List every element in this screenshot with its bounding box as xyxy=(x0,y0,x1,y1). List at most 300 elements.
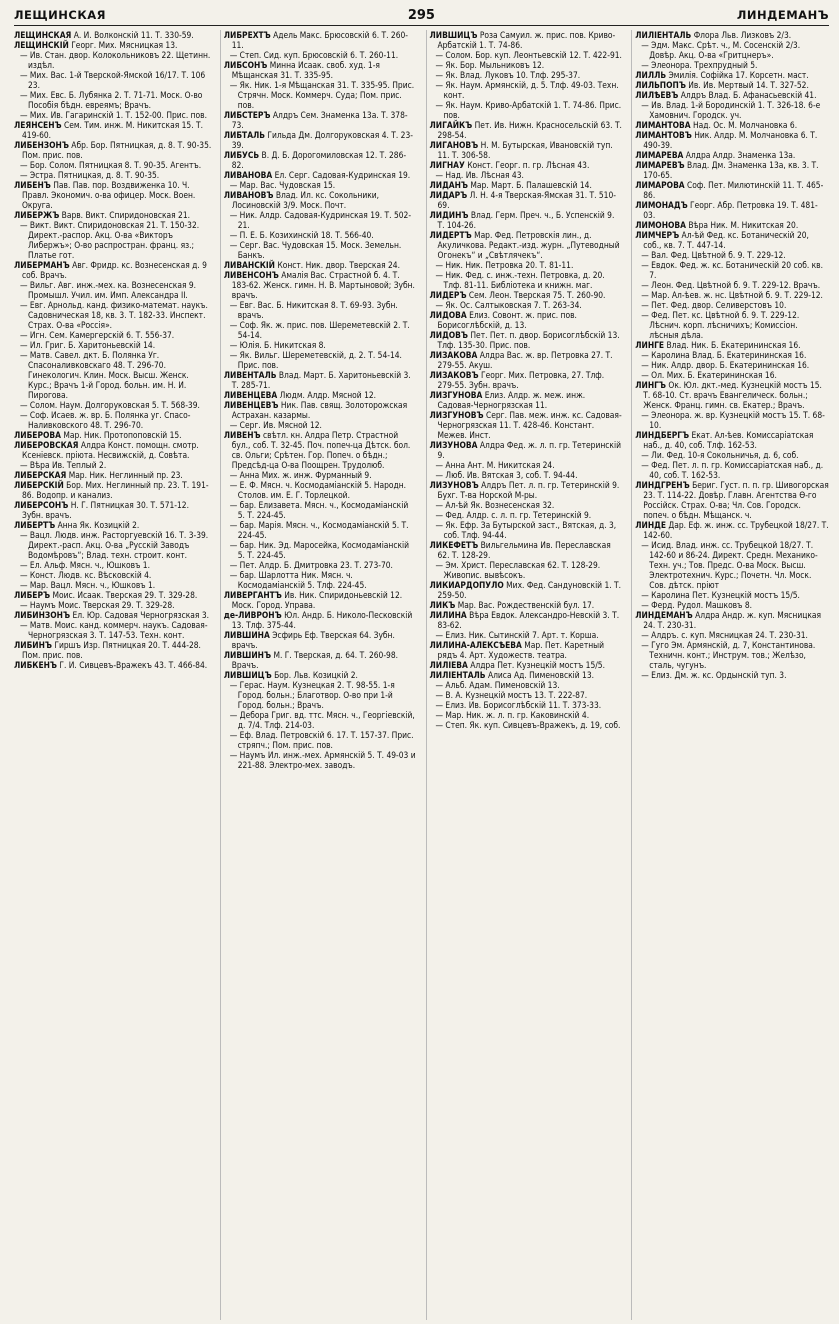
entry-surname: ЛИМАРЕВЪ xyxy=(635,160,685,170)
entry-details: Минна Исаак. своб. худ. 1-я Мѣщанская 31. Т. 335-95. xyxy=(231,60,380,80)
entry-surname: ЛИБЕРОВСКАЯ xyxy=(14,440,79,450)
directory-entry xyxy=(430,520,624,540)
directory-entry xyxy=(635,310,829,340)
directory-entry xyxy=(224,240,418,260)
entry-details: Бор. Мих. Неглинный пр. 23. Т. 191-86. Водопр. и канализ. xyxy=(22,480,209,500)
entry-details: — Серг. Вас. Чудовская 15. Моск. Земельн. Банкъ. xyxy=(229,240,402,260)
entry-details: Мар. Фед. Петровскія лин., д. Акуличкова. Редакт.-изд. журн. „Путеводный Огонекъ“ и „Свѣтлячекъ“. xyxy=(437,230,620,260)
entry-details: — Як. Бор. Мыльниковъ 12. xyxy=(435,60,545,70)
entry-surname: ЛИБКЕНЪ xyxy=(14,660,57,670)
column-3 xyxy=(426,30,624,1320)
directory-entry xyxy=(14,590,212,600)
directory-entry xyxy=(430,700,624,710)
directory-entry xyxy=(224,390,418,400)
entry-details: Алдръ Пет. л. п. гр. Тетеринскій 9. Бухг. Т-ва Норской М-ры. xyxy=(437,480,620,500)
entry-details: Адель Макс. Брюсовскій 6. Т. 260-11. xyxy=(231,30,409,50)
directory-entry xyxy=(224,570,418,590)
directory-columns xyxy=(14,30,829,1320)
entry-details: — Дебора Григ. вд. ттс. Мясн. ч., Георгіевскій, д. 7/4. Тлф. 214-03. xyxy=(229,710,415,730)
directory-entry xyxy=(635,630,829,640)
directory-entry xyxy=(635,40,829,60)
directory-entry xyxy=(14,570,212,580)
entry-details: — Елиз. Ив. Борисоглѣбскій 11. Т. 373-33. xyxy=(435,700,602,710)
entry-details: — Ник. Ник. Петровка 20. Т. 81-11. xyxy=(435,260,574,270)
page-number: 295 xyxy=(407,8,435,23)
entry-details: Влад. Дм. Знаменка 13а, кв. 3. Т. 170-65. xyxy=(643,160,819,180)
entry-details: — Фед. Пет. кс. Цвѣтной б. 9. Т. 229-12. Лѣснич. корп. лѣсничихъ; Комиссіон. лѣсныя дѣла. xyxy=(641,310,800,340)
directory-entry xyxy=(430,60,624,70)
directory-entry xyxy=(14,180,212,210)
entry-details: — Элеонора. Трехпрудный 5. xyxy=(641,60,758,70)
entry-details: — Ив. Стан. двор. Колокольниковъ 22. Щетинн. издѣл. xyxy=(20,50,211,70)
entry-details: — Юлія. Б. Никитская 8. xyxy=(229,340,326,350)
entry-details: — бар. Елизавета. Мясн. ч., Космодаміанскій 5. Т. 224-45. xyxy=(229,500,409,520)
entry-surname: ЛИБИНЗОНЪ xyxy=(14,610,71,620)
entry-details: Бор. Льв. Козицкій 2. xyxy=(271,670,358,680)
entry-surname: ЛИБИНЪ xyxy=(14,640,52,650)
entry-details: Ив. Ник. Спиридоньевскій 12. Моск. Город. Управа. xyxy=(231,590,403,610)
directory-entry xyxy=(430,370,624,390)
directory-entry xyxy=(430,330,624,350)
entry-surname: ЛИМОНОВА xyxy=(635,220,686,230)
page-header xyxy=(14,8,829,26)
entry-details: — Соф. Як. ж. прис. пов. Шереметевскій 2. Т. 54-14. xyxy=(229,320,410,340)
directory-entry xyxy=(224,130,418,150)
directory-entry xyxy=(635,100,829,120)
directory-entry xyxy=(635,380,829,410)
entry-details: Алдръ Влад. Б. Афанасьевскій 41. xyxy=(678,90,817,100)
entry-surname: ЛИЗГУНОВЪ xyxy=(429,410,484,420)
entry-details: — Елиз. Дм. ж. кс. Ордынскій туп. 3. xyxy=(641,670,787,680)
entry-surname: ЛИМАНТОВЪ xyxy=(635,130,692,140)
directory-entry xyxy=(14,600,212,610)
entry-details: Георг. Абр. Петровка 19. Т. 481-03. xyxy=(643,200,818,220)
directory-entry xyxy=(635,130,829,150)
directory-entry xyxy=(430,560,624,580)
directory-entry xyxy=(430,500,624,510)
entry-details: — Вал. Фед. Цвѣтной б. 9. Т. 229-12. xyxy=(641,250,786,260)
directory-entry xyxy=(635,200,829,220)
directory-entry xyxy=(635,230,829,250)
entry-surname: ЛИДАРЪ xyxy=(429,190,468,200)
entry-surname: ЛИНДЕ xyxy=(635,520,666,530)
entry-surname: ЛИМАРЕВА xyxy=(635,150,684,160)
entry-surname: ЛИЛІЕВА xyxy=(429,660,468,670)
entry-details: Влад. Герм. Преч. ч., Б. Успенскій 9. Т. 104-26. xyxy=(437,210,615,230)
entry-details: Вѣра Евдок. Александро-Невскій 3. Т. 83-62. xyxy=(437,610,620,630)
entry-details: Абр. Бор. Пятницкая, д. 8. Т. 90-35. Пом. прис. пов. xyxy=(22,140,212,160)
directory-entry xyxy=(430,470,624,480)
entry-surname: ЛИДОВА xyxy=(429,310,467,320)
directory-entry xyxy=(224,80,418,110)
entry-details: — Ел. Альф. Мясн. ч., Юшковъ 1. xyxy=(20,560,150,570)
entry-details: — Вацл. Людв. инж. Расторгуевскій 16. Т. 3-39. Директ.-расп. Акц. О-ва „Русскій Заводъ Водомѣровъ“; Влад. техн. строит. конт. xyxy=(20,530,209,560)
entry-details: — Гуго Эм. Армянскій, д. 7, Константинова. Техничн. конт.; Инструм. тов.; Желѣзо, сталь, чугунъ. xyxy=(641,640,816,670)
directory-entry xyxy=(635,610,829,630)
directory-entry xyxy=(14,610,212,620)
entry-surname: ЛИВЕНЪ xyxy=(223,430,261,440)
directory-entry xyxy=(635,80,829,90)
directory-entry xyxy=(430,540,624,560)
directory-entry xyxy=(14,460,212,470)
entry-details: Алдра Алдр. Знаменка 13а. xyxy=(683,150,796,160)
directory-entry xyxy=(14,330,212,340)
directory-entry xyxy=(14,90,212,110)
directory-entry xyxy=(14,220,212,260)
directory-entry xyxy=(14,350,212,400)
entry-details: — Каролина Влад. Б. Екатерининская 16. xyxy=(641,350,807,360)
directory-entry xyxy=(14,530,212,560)
entry-surname: ЛИВАНОВА xyxy=(223,170,273,180)
entry-details: Алдра Конст. помощн. смотр. Ксеніевск. пріюта. Несвижскій, д. Совѣта. xyxy=(22,440,199,460)
entry-details: Анна Як. Козицкій 2. xyxy=(55,520,140,530)
entry-details: — Серг. Ив. Мясной 12. xyxy=(229,420,322,430)
entry-surname: ЛИВЕНТАЛЬ xyxy=(223,370,277,380)
directory-entry xyxy=(635,360,829,370)
entry-surname: ЛИБЕРОВА xyxy=(14,430,61,440)
header-left-word: ЛЕЩИНСКАЯ xyxy=(14,8,106,22)
entry-details: — Е. Ф. Мясн. ч. Космодаміанскій 5. Народн. Столов. им. Е. Г. Торлецкой. xyxy=(229,480,407,500)
directory-entry xyxy=(430,210,624,230)
directory-entry xyxy=(224,50,418,60)
entry-surname: ЛИВШИЦЪ xyxy=(429,30,478,40)
directory-entry xyxy=(430,100,624,120)
entry-surname: ЛИНДЕМАНЪ xyxy=(635,610,693,620)
directory-entry xyxy=(430,350,624,370)
entry-details: — Леон. Фед. Цвѣтной б. 9. Т. 229-12. Врачъ. xyxy=(641,280,821,290)
entry-surname: ЛИЗГУНОВА xyxy=(429,390,483,400)
entry-details: Ив. Ив. Мертвый 14. Т. 327-52. xyxy=(685,80,809,90)
directory-entry xyxy=(14,400,212,410)
entry-surname: ЛИЛІЕНТАЛЬ xyxy=(635,30,692,40)
entry-details: Роза Самуил. ж. прис. пов. Криво-Арбатскій 1. Т. 74-86. xyxy=(437,30,616,50)
entry-details: — Вильг. Авг. инж.-мех. ка. Вознесенская 9. Промышл. Учил. им. Имп. Александра II. xyxy=(20,280,197,300)
entry-surname: ЛИДЕРТЪ xyxy=(429,230,472,240)
directory-entry xyxy=(635,670,829,680)
entry-details: Елиз. Совонт. ж. прис. пов. Борисоглѣбскій, д. 13. xyxy=(437,310,577,330)
directory-entry xyxy=(430,640,624,660)
entry-surname: ЛИМАНТОВА xyxy=(635,120,691,130)
directory-entry xyxy=(635,460,829,480)
entry-surname: ЛИВЕРГАНТЪ xyxy=(223,590,282,600)
entry-details: Ал-ѣй Фед. кс. Ботаническій 20, соб., кв. 7. Т. 447-14. xyxy=(643,230,809,250)
entry-details: — Матв. Савел. дкт. Б. Полянка Уг. Спасоналивковскаго 48. Т. 296-70. Гинекологич. Клин. Моск. Высш. Женск. Курс.; Врачъ 1-й Город. больн. им. Н. И. Пирогова. xyxy=(20,350,189,400)
directory-entry xyxy=(14,430,212,440)
directory-entry xyxy=(430,680,624,690)
entry-details: — Люб. Ив. Вятская 3, соб. Т. 94-44. xyxy=(435,470,578,480)
entry-details: Сем. Леон. Тверская 75. Т. 260-90. xyxy=(466,290,606,300)
entry-surname: ЛИНДГРЕНЪ xyxy=(635,480,690,490)
directory-entry xyxy=(224,110,418,130)
entry-details: Н. М. Бутырская, Ивановскій туп. 11. Т. 306-58. xyxy=(437,140,613,160)
directory-entry xyxy=(430,600,624,610)
entry-details: Пет. Пет. п. двор. Борисоглѣбскій 13. Тлф. 135-30. Прис. пов. xyxy=(437,330,620,350)
entry-details: — Ник. Фед. с. инж.-техн. Петровка, д. 20. Тлф. 81-11. Библіотека и книжн. маг. xyxy=(435,270,605,290)
entry-details: — Эдм. Макс. Срѣт. ч., М. Сосенскій 2/3. Довѣр. Акц. О-ва «Гритцнеръ». xyxy=(641,40,801,60)
entry-details: Ел. Серг. Садовая-Кудринская 19. xyxy=(272,170,411,180)
directory-entry xyxy=(224,520,418,540)
directory-entry xyxy=(430,230,624,260)
directory-entry xyxy=(430,310,624,330)
entry-surname: ЛИЛѢЕВЪ xyxy=(635,90,679,100)
entry-details: — П. Е. Б. Козихинскій 18. Т. 566-40. xyxy=(229,230,374,240)
entry-surname: де-ЛИВРОНЪ xyxy=(223,610,282,620)
directory-entry xyxy=(14,260,212,280)
entry-details: — Степ. Сид. куп. Брюсовскій 6. Т. 260-11. xyxy=(229,50,399,60)
entry-details: — Мар. Ник. ж. л. п. гр. Каковинскій 4. xyxy=(435,710,590,720)
entry-details: Ник. Алдр. М. Молчановка 6. Т. 490-39. xyxy=(643,130,818,150)
directory-entry xyxy=(430,710,624,720)
directory-entry xyxy=(635,60,829,70)
entry-details: свѣтл. кн. Алдра Петр. Страстной бул., соб. Т. 32-45. Поч. попеч-ца Дѣтск. бол. св. Ольги; Срѣтен. Гор. Попеч. о бѣдн.; Предсѣд-ца О-ва Поощрен. Трудолюб. xyxy=(231,430,411,470)
entry-details: — Евдок. Фед. ж. кс. Ботаническій 20 соб. кв. 7. xyxy=(641,260,824,280)
entry-surname: ЛИМЧЕРЪ xyxy=(635,230,680,240)
directory-entry xyxy=(14,340,212,350)
entry-details: Мар. Март. Б. Палашевскій 14. xyxy=(468,180,592,190)
directory-entry xyxy=(14,110,212,120)
entry-details: Алиса Ад. Пименовскій 13. xyxy=(485,670,595,680)
entry-details: Мар. Пет. Каретный рядъ 4. Арт. Художеств. театра. xyxy=(437,640,604,660)
entry-details: — бар. Марія. Мясн. ч., Космодаміанскій 5. Т. 224-45. xyxy=(229,520,409,540)
directory-entry xyxy=(224,590,418,610)
entry-details: Влад. Ил. кс. Сокольники, Лосиновскій 3/9. Моск. Почт. xyxy=(231,190,380,210)
entry-details: А. И. Волконскій 11. Т. 330-59. xyxy=(71,30,194,40)
directory-entry xyxy=(14,480,212,500)
entry-details: Гильда Дм. Долгоруковская 4. Т. 23-39. xyxy=(231,130,413,150)
entry-details: — бар. Шарлотта Ник. Мясн. ч. Космодаміанскій 5. Тлф. 224-45. xyxy=(229,570,367,590)
directory-entry xyxy=(14,500,212,520)
directory-entry xyxy=(224,270,418,300)
directory-entry xyxy=(224,170,418,180)
entry-details: — бар. Ник. Эд. Маросейка, Космодаміанскій 5. Т. 224-45. xyxy=(229,540,410,560)
entry-surname: ЛЕЩИНСКІЙ xyxy=(14,40,69,50)
directory-entry xyxy=(224,320,418,340)
directory-entry xyxy=(430,630,624,640)
entry-details: Бериг. Густ. п. п. гр. Шивогорская 23. Т. 114-22. Довѣр. Главн. Агентства Ѳ-го Россійск. Страх. О-ва; Чл. Сов. Городск. попеч. о бѣдн. Мѣщанск. ч. xyxy=(643,480,829,520)
entry-surname: ЛИНГЕ xyxy=(635,340,665,350)
directory-entry xyxy=(635,340,829,350)
entry-details: — В. А. Кузнецкій мостъ 13. Т. 222-87. xyxy=(435,690,588,700)
entry-surname: ЛИЛИНА-АЛЕКСѢЕВА xyxy=(429,640,522,650)
entry-surname: ЛЕЩИНСКАЯ xyxy=(14,30,72,40)
entry-surname: ЛИБЕРЖЪ xyxy=(14,210,60,220)
directory-entry xyxy=(224,370,418,390)
entry-surname: ЛИБЕРТЪ xyxy=(14,520,56,530)
entry-details: Н. Г. Пятницкая 30. Т. 571-12. Зубн. врачъ. xyxy=(22,500,189,520)
entry-surname: ЛИКИАРДОПУЛО xyxy=(429,580,504,590)
header-right-word: ЛИНДЕМАНЪ xyxy=(736,8,829,22)
entry-details: Сем. Тим. инж. М. Никитская 15. Т. 419-60. xyxy=(22,120,203,140)
entry-details: — Мар. Вацл. Мясн. ч., Юшковъ 1. xyxy=(20,580,156,590)
directory-entry xyxy=(430,390,624,410)
entry-details: Георг. Мих. Петровка, 27. Тлф. 279-55. Зубн. врачъ. xyxy=(437,370,605,390)
directory-entry xyxy=(430,120,624,140)
directory-entry xyxy=(635,70,829,80)
entry-details: — Як. Ник. 1-я Мѣщанская 31. Т. 335-95. Прис. Стрячн. Моск. Коммерч. Суда; Пом. прис. пов. xyxy=(229,80,415,110)
directory-entry xyxy=(635,450,829,460)
directory-entry xyxy=(430,300,624,310)
entry-details: Ник. Пав. свящ. Золоторожская Астрахан. казармы. xyxy=(231,400,408,420)
entry-surname: ЛИДЕРЪ xyxy=(429,290,467,300)
entry-details: Мих. Фед. Сандуновскій 1. Т. 259-50. xyxy=(437,580,622,600)
entry-surname: ЛИБРЕХТЪ xyxy=(223,30,271,40)
directory-entry xyxy=(14,170,212,180)
entry-surname: ЛИБЕРСКАЯ xyxy=(14,470,67,480)
entry-surname: ЛИМАРОВА xyxy=(635,180,685,190)
entry-details: Алдра Пет. Кузнецкій мостъ 15/5. xyxy=(467,660,605,670)
directory-entry xyxy=(14,410,212,430)
directory-entry xyxy=(224,670,418,680)
entry-details: — Ив. Влад. 1-й Бородинскій 1. Т. 326-18. 6-е Хамовнич. Городск. уч. xyxy=(641,100,821,120)
directory-entry xyxy=(635,480,829,520)
entry-surname: ЛЕЯНСЕНЪ xyxy=(14,120,62,130)
directory-entry xyxy=(14,50,212,70)
entry-surname: ЛИВЕНЦЕВА xyxy=(223,390,278,400)
entry-details: — Як. Наум. Армянскій, д. 5. Тлф. 49-03. Техн. конт. xyxy=(435,80,619,100)
entry-surname: ЛИБСОНЪ xyxy=(223,60,268,70)
directory-entry xyxy=(14,560,212,570)
directory-entry xyxy=(430,690,624,700)
entry-details: — Фед. Пет. л. п. гр. Комиссаріатская наб., д. 40, соб. Т. 162-53. xyxy=(641,460,824,480)
entry-details: — Наумъ Моис. Тверская 29. Т. 329-28. xyxy=(20,600,175,610)
entry-details: Л. Н. 4-я Тверская-Ямская 31. Т. 510-69. xyxy=(437,190,616,210)
entry-details: — Каролина Пет. Кузнецкій мостъ 15/5. xyxy=(641,590,800,600)
entry-surname: ЛИЗАКОВЪ xyxy=(429,370,479,380)
directory-entry xyxy=(430,160,624,170)
directory-entry xyxy=(14,640,212,660)
directory-entry xyxy=(224,300,418,320)
directory-entry xyxy=(224,400,418,420)
directory-entry xyxy=(224,650,418,670)
directory-entry xyxy=(224,150,418,170)
entry-details: Екат. Ал-ѣев. Комиссаріатская наб., д. 40, соб. Тлф. 162-53. xyxy=(643,430,814,450)
entry-details: — Пет. Алдр. Б. Дмитровка 23. Т. 273-70. xyxy=(229,560,393,570)
entry-details: — Як. Влад. Луковъ 10. Тлф. 295-37. xyxy=(435,70,581,80)
directory-entry xyxy=(14,580,212,590)
entry-surname: ЛИЗУНОВЪ xyxy=(429,480,479,490)
directory-entry xyxy=(430,410,624,440)
directory-entry xyxy=(14,300,212,330)
directory-entry xyxy=(635,300,829,310)
directory-entry xyxy=(224,470,418,480)
directory-entry xyxy=(224,30,418,50)
entry-surname: ЛИГАЙКЪ xyxy=(429,120,473,130)
directory-entry xyxy=(635,600,829,610)
entry-details: Людм. Алдр. Мясной 12. xyxy=(277,390,377,400)
entry-details: Соф. Пет. Милютинскій 11. Т. 465-86. xyxy=(643,180,824,200)
entry-details: — Ил. Григ. Б. Харитоньевскій 14. xyxy=(20,340,156,350)
directory-entry xyxy=(430,610,624,630)
entry-surname: ЛИБЕРСКІЙ xyxy=(14,480,64,490)
entry-details: — Герас. Наум. Кузнецкая 2. Т. 98-55. 1-я Город. больн.; Благотвор. О-во при 1-й Город. больн.; Врачъ. xyxy=(229,680,395,710)
entry-surname: ЛИВШИНЪ xyxy=(223,650,272,660)
directory-entry xyxy=(224,730,418,750)
entry-details: В. Д. Б. Дорогомиловская 12. Т. 286-82. xyxy=(231,150,407,170)
directory-entry xyxy=(635,220,829,230)
entry-details: — Як. Ос. Салтыковская 7. Т. 263-34. xyxy=(435,300,582,310)
directory-entry xyxy=(430,30,624,50)
entry-surname: ЛИГАНОВЪ xyxy=(429,140,479,150)
entry-surname: ЛИЛИНА xyxy=(429,610,467,620)
directory-entry xyxy=(635,160,829,180)
entry-surname: ЛИЛЛЬ xyxy=(635,70,667,80)
directory-entry xyxy=(430,460,624,470)
entry-details: — Игн. Сем. Камергерскій 6. Т. 556-37. xyxy=(20,330,175,340)
entry-surname: ЛИБТАЛЬ xyxy=(223,130,266,140)
directory-entry xyxy=(635,640,829,670)
entry-details: — Алдръ. с. куп. Мясницкая 24. Т. 230-31. xyxy=(641,630,808,640)
directory-entry xyxy=(635,290,829,300)
entry-details: Конст. Георг. п. гр. Лѣсная 43. xyxy=(464,160,590,170)
entry-details: Вильгельмина Ив. Переславская 62. Т. 128-29. xyxy=(437,540,611,560)
directory-entry xyxy=(635,150,829,160)
entry-details: — Мих. Евс. Б. Лубянка 2. Т. 71-71. Моск. О-во Пособія бѣдн. евреямъ; Врачъ. xyxy=(20,90,203,110)
entry-details: Пав. Пав. пор. Воздвиженка 10. Ч. Правл. Экономич. о-ва офицер. Моск. Воен. Округа. xyxy=(22,180,196,210)
directory-entry xyxy=(14,140,212,160)
entry-details: Амалія Вас. Страстной б. 4. Т. 183-62. Женск. гимн. Н. В. Мартыновой; Зубн. врачъ. xyxy=(231,270,415,300)
directory-entry xyxy=(224,630,418,650)
directory-entry xyxy=(14,120,212,140)
entry-details: — Ник. Алдр. Садовая-Кудринская 19. Т. 502-21. xyxy=(229,210,412,230)
entry-details: Над. Ос. М. Молчановка 6. xyxy=(690,120,798,130)
directory-entry xyxy=(430,270,624,290)
entry-details: Алдра Вас. ж. вр. Петровка 27. Т. 279-55. Акуш. xyxy=(437,350,613,370)
column-1 xyxy=(14,30,212,1320)
directory-entry xyxy=(430,190,624,210)
entry-details: Влад. Март. Б. Харитоньевскій 3. Т. 285-71. xyxy=(231,370,411,390)
entry-details: Юл. Андр. Б. Николо-Песковскій 13. Тлф. 375-44. xyxy=(231,610,413,630)
entry-details: — Элеонора. ж. вр. Кузнецкій мостъ 15. Т. 68-10. xyxy=(641,410,825,430)
entry-surname: ЛИБЕНЗОНЪ xyxy=(14,140,69,150)
directory-entry xyxy=(14,30,212,40)
directory-entry xyxy=(224,210,418,230)
directory-entry xyxy=(14,280,212,300)
directory-entry xyxy=(224,60,418,80)
directory-entry xyxy=(224,750,418,770)
entry-surname: ЛИБЕРСОНЪ xyxy=(14,500,69,510)
directory-entry xyxy=(430,180,624,190)
entry-surname: ЛИВЕНЦЕВЪ xyxy=(223,400,279,410)
entry-details: Конст. Ник. двор. Тверская 24. xyxy=(275,260,400,270)
entry-details: Гиршъ Изр. Пятницкая 20. Т. 444-28. Пом. прис. пов. xyxy=(22,640,201,660)
directory-entry xyxy=(430,50,624,60)
entry-details: — Ал-ѣй Як. Вознесенская 32. xyxy=(435,500,555,510)
directory-entry xyxy=(430,260,624,270)
directory-entry xyxy=(224,680,418,710)
entry-details: — Як. Наум. Криво-Арбатскій 1. Т. 74-86. Прис. пов. xyxy=(435,100,622,120)
entry-details: — Бор. Солом. Пятницкая 8. Т. 90-35. Агентъ. xyxy=(20,160,202,170)
directory-entry xyxy=(14,620,212,640)
entry-details: Пет. Ив. Нижн. Красносельскій 63. Т. 298-54. xyxy=(437,120,622,140)
entry-details: Моис. Исаак. Тверская 29. Т. 329-28. xyxy=(50,590,198,600)
entry-surname: ЛИЛЬПОПЪ xyxy=(635,80,686,90)
directory-entry xyxy=(224,500,418,520)
entry-details: — Фед. Алдр. с. л. п. гр. Тетеринскій 9. xyxy=(435,510,592,520)
entry-details: Эсфирь Еф. Тверская 64. Зубн. врачъ. xyxy=(231,630,395,650)
directory-entry xyxy=(14,660,212,670)
directory-entry xyxy=(224,190,418,210)
directory-entry xyxy=(635,370,829,380)
entry-details: — Эм. Христ. Переславская 62. Т. 128-29. Живопис. вывѣсокъ. xyxy=(435,560,601,580)
entry-details: — Мих. Вас. 1-й Тверской-Ямской 16/17. Т. 106 23. xyxy=(20,70,206,90)
entry-surname: ЛИНДБЕРГЪ xyxy=(635,430,690,440)
directory-entry xyxy=(14,160,212,170)
entry-details: — Ли. Фед. 10-я Сокольничья, д. 6, соб. xyxy=(641,450,799,460)
entry-details: Флора Льв. Лизковъ 2/3. xyxy=(691,30,792,40)
entry-details: — Еф. Влад. Петровскій 6. 17. Т. 157-37. Прис. стряпч.; Пом. прис. пов. xyxy=(229,730,414,750)
directory-entry xyxy=(430,440,624,460)
entry-surname: ЛИЗАКОВА xyxy=(429,350,478,360)
